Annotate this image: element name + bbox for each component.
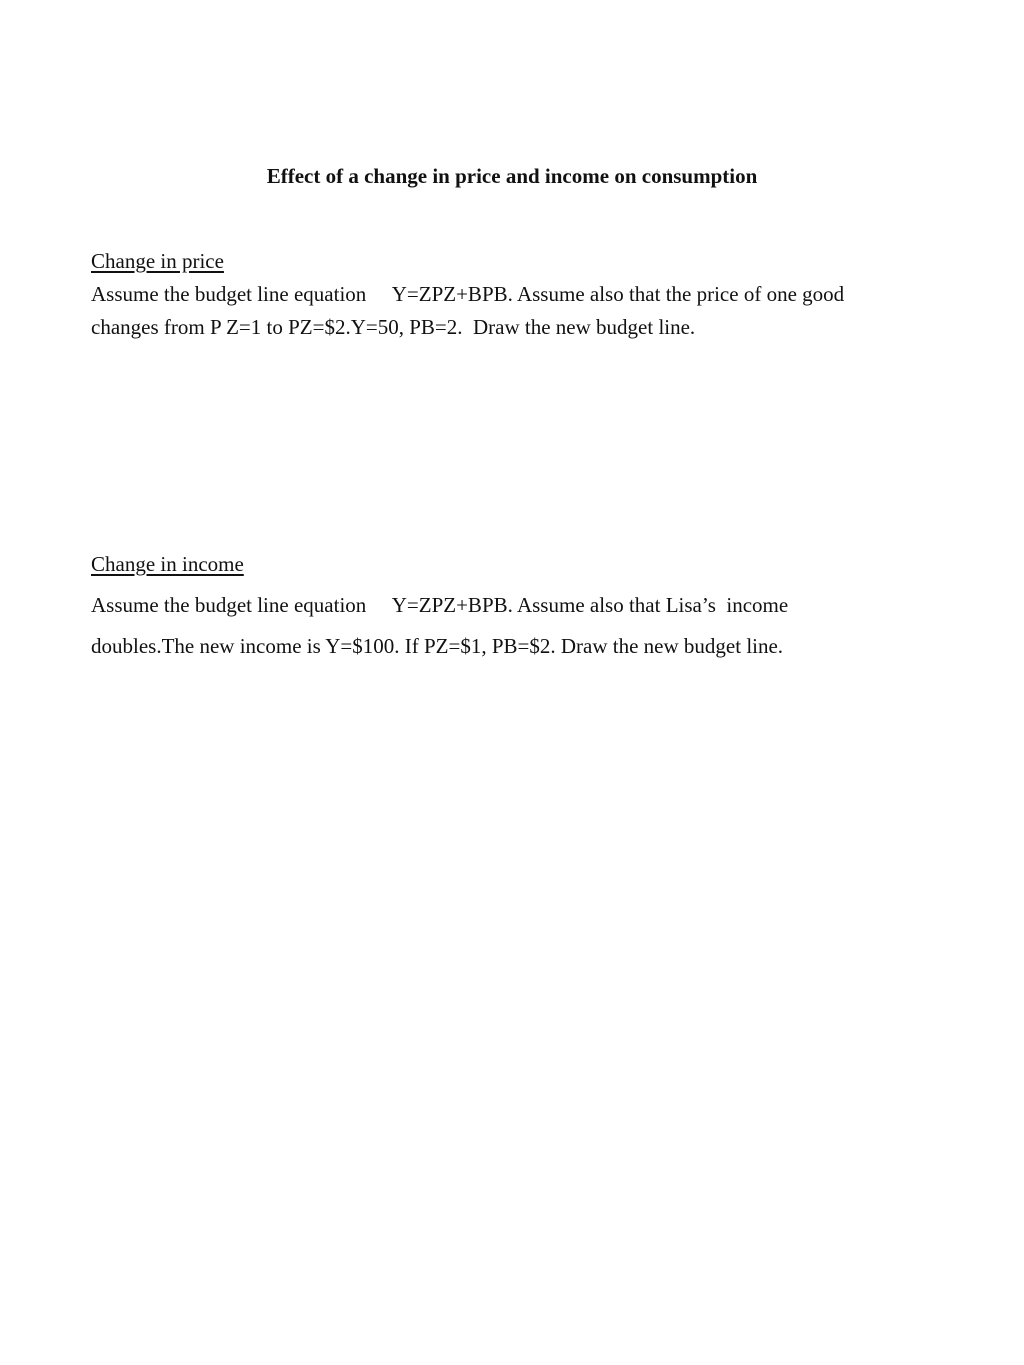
section-heading-price: Change in price (91, 249, 224, 273)
page-title: Effect of a change in price and income on consumption (266, 164, 758, 188)
paragraph-line-income-2: doubles.The new income is Y=$100. If PZ=$1, PB=$2. Draw the new budget line. (91, 634, 784, 658)
paragraph-line-price-1: Assume the budget line equation Y=ZPZ+BPB. Assume also that the price of one good (91, 282, 845, 306)
section-heading-income: Change in income (91, 552, 244, 576)
paragraph-line-price-2: changes from P Z=1 to PZ=$2.Y=50, PB=2. Draw the new budget line. (91, 315, 696, 339)
paragraph-line-income-1: Assume the budget line equation Y=ZPZ+BPB. Assume also that Lisa’s income (91, 593, 789, 617)
